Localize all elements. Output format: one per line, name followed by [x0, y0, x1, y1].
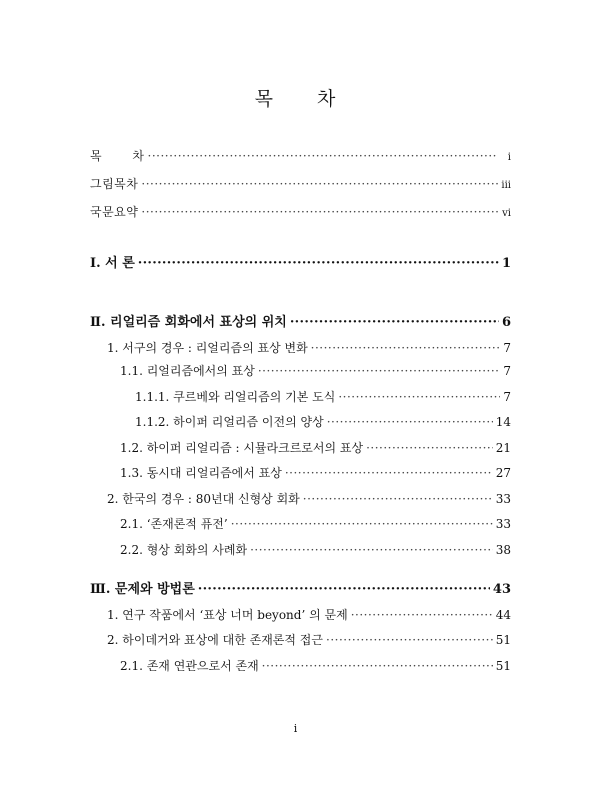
- toc-leader: [303, 492, 493, 506]
- toc-label: 2.2. 형상 회화의 사례화: [120, 543, 248, 557]
- toc-leader: [290, 315, 499, 330]
- toc-leader: [231, 517, 493, 531]
- toc-entry-subsection[interactable]: [120, 464, 511, 481]
- toc-leader: [148, 149, 499, 163]
- toc-label: 1.1.1. 쿠르베와 리얼리즘의 기본 도식: [135, 390, 336, 404]
- toc-page-number: 33: [495, 492, 511, 506]
- toc-entry-subsection[interactable]: [120, 657, 511, 674]
- toc-entry-part-1[interactable]: [90, 252, 511, 271]
- toc-leader: [141, 177, 498, 191]
- toc-label: 1. 서구의 경우 : 리얼리즘의 표상 변화: [107, 341, 308, 355]
- toc-entry-section[interactable]: [107, 606, 511, 623]
- toc-label: 2.1. 존재 연관으로서 존재: [120, 659, 259, 673]
- toc-page-number: 43: [492, 582, 511, 597]
- toc-leader: [138, 256, 499, 271]
- toc-page-number: 27: [495, 466, 511, 480]
- toc-label: Ⅲ. 문제와 방법론: [90, 582, 195, 597]
- toc-leader: [198, 582, 490, 597]
- toc-label: Ⅱ. 리얼리즘 회화에서 표상의 위치: [90, 315, 287, 330]
- toc-page-number: 7: [503, 390, 511, 404]
- toc-entry-section[interactable]: [107, 490, 511, 507]
- toc-leader: [141, 205, 498, 219]
- toc-label: 그림목차: [90, 177, 139, 191]
- toc-entry-section[interactable]: [107, 631, 511, 648]
- toc-page-number: 7: [503, 364, 511, 378]
- page-title: 목 차: [254, 88, 337, 110]
- toc-page-number: i: [507, 152, 511, 163]
- toc-entry-subsubsection[interactable]: [135, 388, 511, 405]
- toc-page-number: 21: [495, 441, 511, 455]
- footer-page-number: i: [293, 722, 298, 735]
- toc-entry-part-3[interactable]: [90, 578, 511, 597]
- toc-page-number: vi: [502, 208, 511, 219]
- toc-label: 2.1. ‘존재론적 퓨전’: [120, 517, 228, 531]
- toc-label: 1. 연구 작품에서 ‘표상 너머 beyond’ 의 문제: [107, 608, 348, 622]
- toc-page-number: 14: [495, 415, 511, 429]
- toc-entry-subsection[interactable]: [120, 439, 511, 456]
- toc-label: 목 차: [90, 149, 145, 163]
- toc-leader: [258, 364, 501, 378]
- toc-leader: [327, 415, 493, 429]
- toc-entry-korean-abstract[interactable]: [90, 203, 511, 220]
- toc-page-number: 51: [495, 659, 511, 673]
- toc-entry-part-2[interactable]: [90, 311, 511, 330]
- toc-leader: [351, 608, 493, 622]
- toc-label: 2. 하이데거와 표상에 대한 존재론적 접근: [107, 633, 323, 647]
- toc-leader: [366, 441, 493, 455]
- toc-entry-list-of-figures[interactable]: [90, 175, 511, 192]
- toc-leader: [285, 466, 493, 480]
- toc-page-number: 44: [495, 608, 511, 622]
- toc-label: Ⅰ. 서 론: [90, 256, 135, 271]
- toc-entry-subsection[interactable]: [120, 541, 511, 558]
- toc-page-number: iii: [501, 180, 511, 191]
- toc-label: 1.3. 동시대 리얼리즘에서 표상: [120, 466, 282, 480]
- toc-label: 1.2. 하이퍼 리얼리즘 : 시뮬라크르로서의 표상: [120, 441, 364, 455]
- toc-label: 국문요약: [90, 205, 139, 219]
- toc-label: 1.1.2. 하이퍼 리얼리즘 이전의 양상: [135, 415, 324, 429]
- toc-page-number: 1: [501, 256, 511, 271]
- toc-entry-subsubsection[interactable]: [135, 413, 511, 430]
- toc-page-number: 33: [495, 517, 511, 531]
- toc-entry-subsection[interactable]: [120, 515, 511, 532]
- toc-page-number: 51: [495, 633, 511, 647]
- toc-entry-subsection[interactable]: [120, 362, 511, 379]
- toc-leader: [262, 659, 493, 673]
- toc-leader: [311, 341, 501, 355]
- toc-leader: [250, 543, 493, 557]
- toc-label: 1.1. 리얼리즘에서의 표상: [120, 364, 255, 378]
- toc-leader: [326, 633, 493, 647]
- toc-page-number: 38: [495, 543, 511, 557]
- toc-label: 2. 한국의 경우 : 80년대 신형상 회화: [107, 492, 300, 506]
- toc-leader: [338, 390, 500, 404]
- toc-entry-section[interactable]: [107, 339, 511, 356]
- toc-page-number: 6: [501, 315, 511, 330]
- toc-page-number: 7: [503, 341, 511, 355]
- toc-entry-contents[interactable]: [90, 147, 511, 164]
